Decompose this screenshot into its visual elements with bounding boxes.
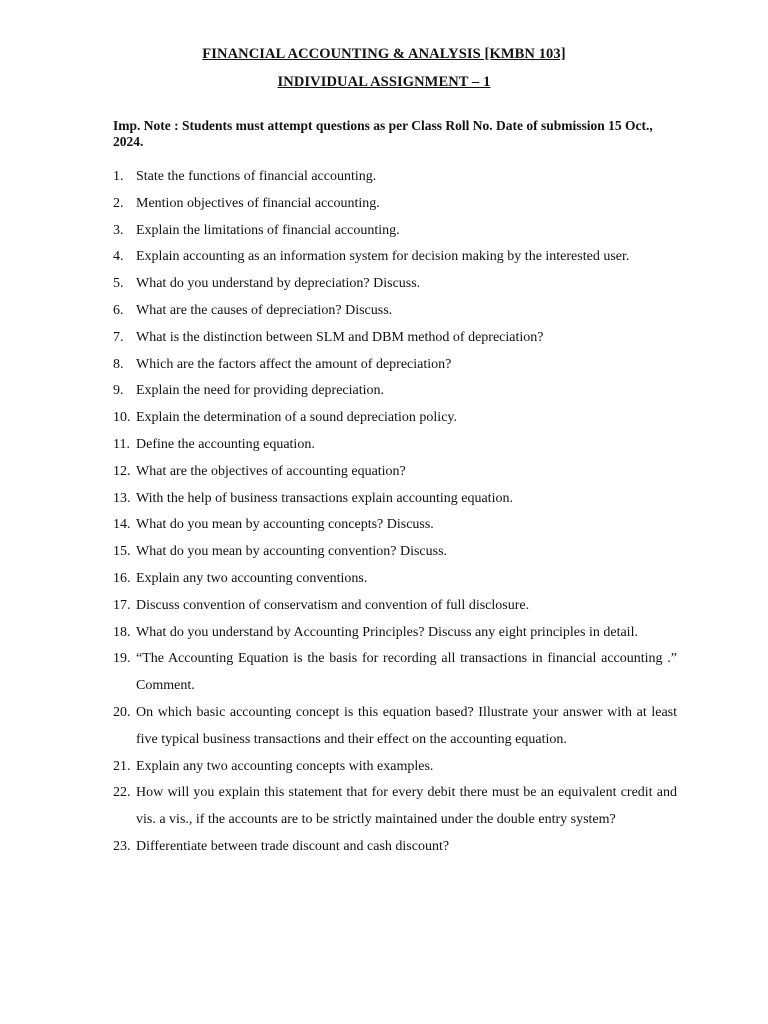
question-list xyxy=(113,164,677,861)
question-number: 13. xyxy=(113,490,131,506)
question-text: What are the causes of depreciation? Discuss. xyxy=(136,302,393,318)
important-note: Imp. Note : Students must attempt questions as per Class Roll No. Date of submission 15 Oct., 2024. xyxy=(113,118,653,149)
question-number: 12. xyxy=(113,463,131,479)
question-number: 17. xyxy=(113,597,131,613)
question-item xyxy=(113,271,677,298)
question-text: Explain accounting as an information system for decision making by the interested user. xyxy=(136,249,630,265)
question-text: Discuss convention of conservatism and convention of full disclosure. xyxy=(136,597,530,613)
question-number: 8. xyxy=(113,356,124,372)
question-item xyxy=(113,432,677,459)
question-number: 3. xyxy=(113,222,124,238)
question-text: Explain the determination of a sound depreciation policy. xyxy=(136,410,457,426)
question-text: Differentiate between trade discount and cash discount? xyxy=(136,838,450,854)
question-text: Define the accounting equation. xyxy=(136,436,315,452)
question-text: Explain any two accounting concepts with examples. xyxy=(136,758,434,774)
question-text: What do you understand by Accounting Principles? Discuss any eight principles in detail. xyxy=(136,624,638,640)
question-item xyxy=(113,352,677,379)
question-item xyxy=(113,325,677,352)
question-text: What do you mean by accounting convention? Discuss. xyxy=(136,544,448,560)
document-subtitle: INDIVIDUAL ASSIGNMENT – 1 xyxy=(277,74,491,90)
question-number: 20. xyxy=(113,704,131,720)
question-number: 18. xyxy=(113,624,131,640)
question-text: What are the objectives of accounting equation? xyxy=(136,463,406,479)
question-number: 2. xyxy=(113,195,124,211)
question-number: 23. xyxy=(113,838,131,854)
question-text: Which are the factors affect the amount of depreciation? xyxy=(136,356,452,372)
question-number: 9. xyxy=(113,383,124,399)
question-item xyxy=(113,512,677,539)
document-title: FINANCIAL ACCOUNTING & ANALYSIS [KMBN 103] xyxy=(202,46,566,62)
question-item xyxy=(113,620,677,647)
question-text: With the help of business transactions explain accounting equation. xyxy=(136,490,513,506)
question-number: 1. xyxy=(113,169,124,184)
question-number: 22. xyxy=(113,785,131,801)
question-item xyxy=(113,780,677,834)
question-item xyxy=(113,459,677,486)
question-item xyxy=(113,191,677,218)
question-item xyxy=(113,754,677,781)
question-text: Explain the limitations of financial accounting. xyxy=(136,222,400,238)
question-text: State the functions of financial accounting. xyxy=(136,169,377,184)
question-text: “The Accounting Equation is the basis for recording all transactions in financial accounting .” Comment. xyxy=(136,651,677,694)
question-item xyxy=(113,646,677,700)
question-item xyxy=(113,700,677,754)
question-item xyxy=(113,244,677,271)
question-item xyxy=(113,834,677,861)
question-item xyxy=(113,539,677,566)
question-number: 14. xyxy=(113,517,131,533)
question-number: 21. xyxy=(113,758,131,774)
question-number: 11. xyxy=(113,436,130,452)
question-text: What do you mean by accounting concepts? Discuss. xyxy=(136,517,434,533)
question-item xyxy=(113,566,677,593)
question-number: 19. xyxy=(113,651,131,667)
question-number: 6. xyxy=(113,302,124,318)
question-item xyxy=(113,218,677,245)
question-item xyxy=(113,298,677,325)
question-number: 15. xyxy=(113,544,131,560)
question-item xyxy=(113,593,677,620)
question-text: On which basic accounting concept is this equation based? Illustrate your answer with at least five typical business transactions and their effect on the accounting equation. xyxy=(136,704,677,747)
question-text: Explain any two accounting conventions. xyxy=(136,570,368,586)
question-text: Mention objectives of financial accounting. xyxy=(136,195,380,211)
question-text: How will you explain this statement that for every debit there must be an equivalent credit and vis. a vis., if the accounts are to be strictly maintained under the double entry system? xyxy=(136,785,677,828)
question-item xyxy=(113,486,677,513)
question-number: 5. xyxy=(113,276,124,292)
question-item xyxy=(113,405,677,432)
question-number: 7. xyxy=(113,329,124,345)
question-item xyxy=(113,378,677,405)
question-item xyxy=(113,164,677,191)
question-text: What do you understand by depreciation? Discuss. xyxy=(136,276,421,292)
question-text: Explain the need for providing depreciation. xyxy=(136,383,385,399)
question-text: What is the distinction between SLM and DBM method of depreciation? xyxy=(136,329,544,345)
question-number: 16. xyxy=(113,570,131,586)
question-number: 10. xyxy=(113,410,131,426)
question-number: 4. xyxy=(113,249,124,265)
